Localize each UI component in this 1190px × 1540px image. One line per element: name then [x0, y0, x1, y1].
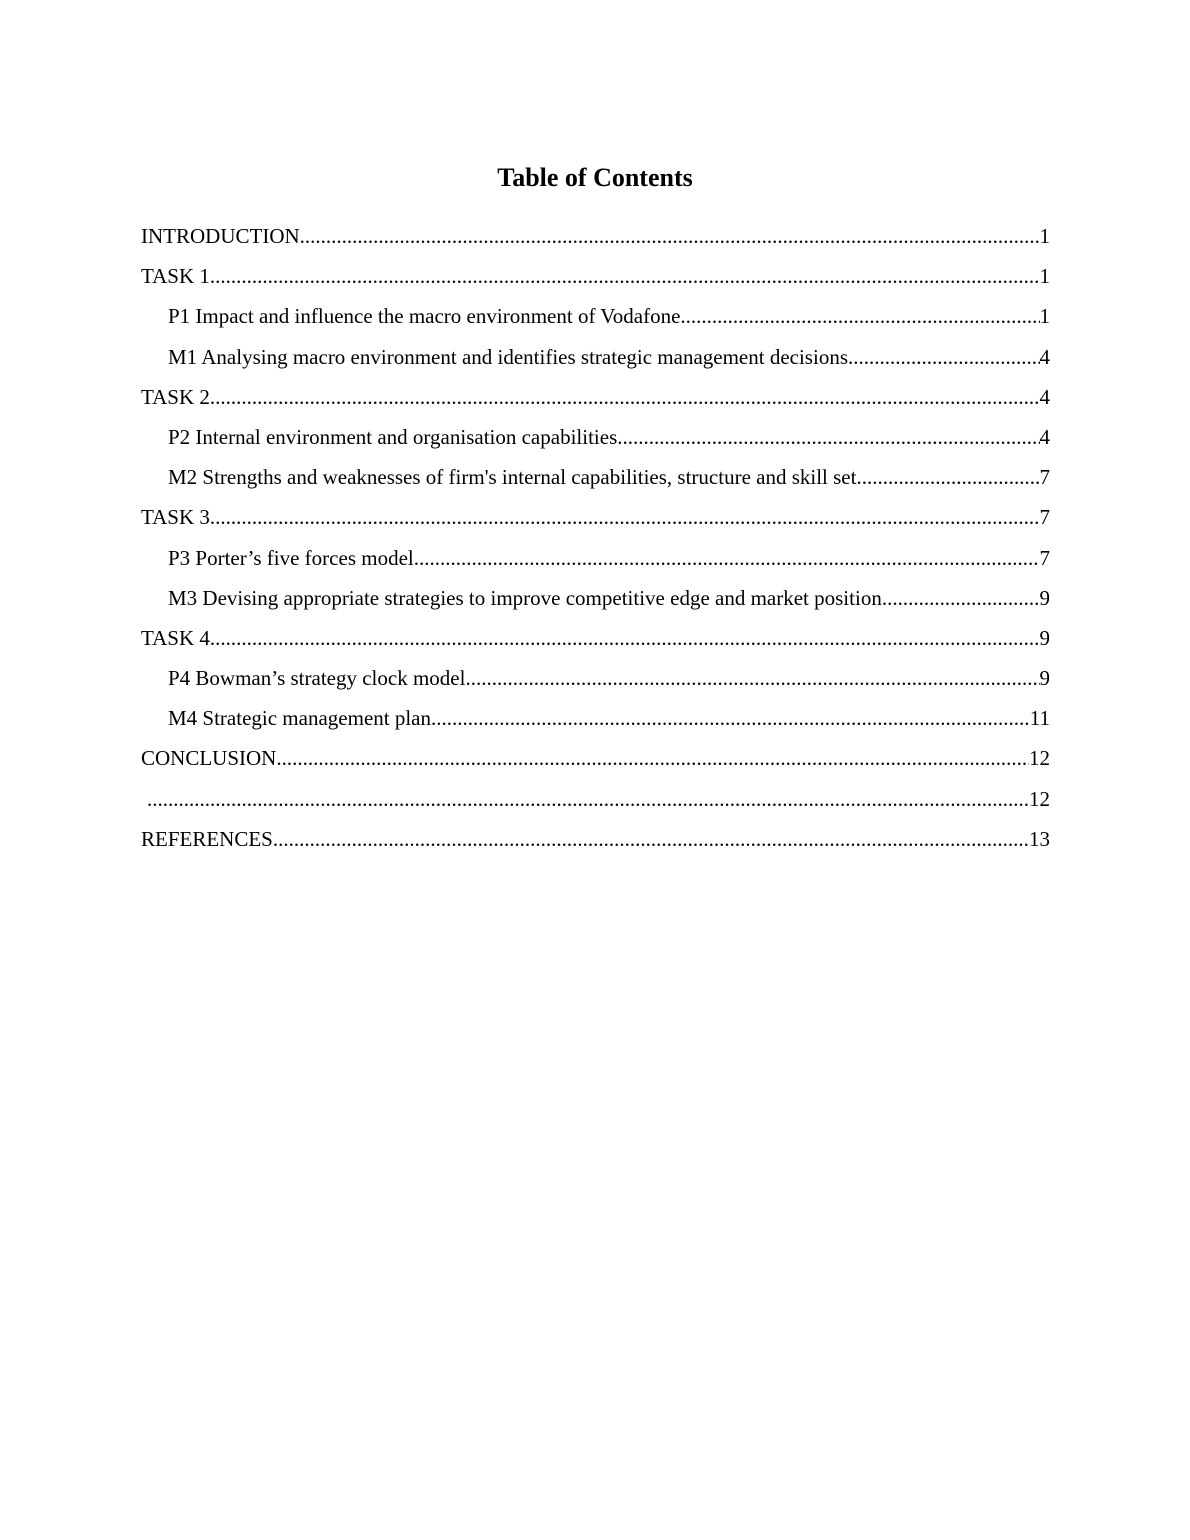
toc-entry-text: M3 Devising appropriate strategies to improve competitive edge and market position	[168, 585, 882, 610]
toc-dot-leader	[465, 662, 1039, 694]
toc-dot-leader	[680, 300, 1039, 332]
toc-dot-leader	[210, 501, 1040, 533]
toc-entry-text: REFERENCES	[141, 826, 273, 851]
toc-page-number: 1	[1039, 224, 1050, 248]
toc-dot-leader	[431, 702, 1030, 734]
toc-entry[interactable]	[141, 220, 1050, 260]
toc-dot-leader	[882, 582, 1040, 614]
toc-dot-leader	[617, 421, 1039, 453]
toc-dot-leader	[210, 622, 1040, 654]
toc-entry[interactable]	[141, 501, 1050, 541]
toc-list	[141, 220, 1050, 863]
toc-entry[interactable]	[141, 341, 1050, 381]
toc-entry[interactable]	[141, 461, 1050, 501]
toc-entry[interactable]	[141, 582, 1050, 622]
toc-entry-text: TASK 1	[141, 264, 210, 289]
toc-entry[interactable]	[141, 783, 1050, 823]
toc-page-number: 7	[1039, 465, 1050, 490]
toc-page-number: 4	[1039, 424, 1050, 449]
toc-entry[interactable]	[141, 702, 1050, 742]
toc-page-number: 9	[1039, 625, 1050, 650]
toc-dot-leader	[210, 260, 1040, 292]
toc-dot-leader	[848, 341, 1040, 373]
toc-entry[interactable]	[141, 742, 1050, 782]
toc-dot-leader	[210, 381, 1040, 413]
toc-entry[interactable]	[141, 662, 1050, 702]
toc-entry-text: TASK 2	[141, 384, 210, 409]
toc-dot-leader	[273, 823, 1029, 855]
toc-entry[interactable]	[141, 823, 1050, 863]
toc-entry[interactable]	[141, 260, 1050, 300]
toc-entry-text: M4 Strategic management plan	[168, 706, 432, 731]
toc-page-number: 7	[1039, 545, 1050, 570]
toc-page-number: 4	[1039, 344, 1050, 369]
toc-dot-leader	[856, 461, 1039, 493]
toc-dot-leader	[300, 220, 1040, 252]
toc-entry-text: TASK 3	[141, 505, 210, 530]
toc-title: Table of Contents	[497, 163, 693, 192]
toc-entry-text: M1 Analysing macro environment and identifies strategic management decisions	[168, 344, 848, 369]
toc-page-number: 12	[1029, 746, 1050, 771]
toc-dot-leader	[147, 783, 1029, 815]
toc-entry[interactable]	[141, 300, 1050, 340]
toc-entry-text: P3 Porter’s five forces model	[168, 545, 414, 570]
toc-page-number: 1	[1039, 264, 1050, 289]
toc-entry-text: M2 Strengths and weaknesses of firm's internal capabilities, structure and skill set	[168, 465, 857, 490]
toc-entry-text: TASK 4	[141, 625, 210, 650]
toc-entry[interactable]	[141, 421, 1050, 461]
toc-entry[interactable]	[141, 622, 1050, 662]
toc-entry-text: P4 Bowman’s strategy clock model	[168, 666, 466, 691]
toc-page-number: 11	[1029, 706, 1050, 731]
toc-page-number: 13	[1029, 826, 1050, 851]
toc-entry-text: INTRODUCTION	[141, 224, 300, 248]
toc-page-number: 4	[1039, 384, 1050, 409]
toc-page-number: 9	[1039, 585, 1050, 610]
toc-page-number: 7	[1039, 505, 1050, 530]
toc-page-number: 1	[1039, 304, 1050, 329]
toc-page-number: 9	[1039, 666, 1050, 691]
toc-entry[interactable]	[141, 542, 1050, 582]
toc-entry-text: P1 Impact and influence the macro environment of Vodafone	[168, 304, 681, 329]
toc-entry-text: CONCLUSION	[141, 746, 277, 771]
toc-dot-leader	[414, 542, 1040, 574]
toc-page-number: 12	[1029, 786, 1050, 811]
toc-entry-text: P2 Internal environment and organisation capabilities	[168, 424, 618, 449]
toc-dot-leader	[276, 742, 1029, 774]
toc-entry[interactable]	[141, 381, 1050, 421]
